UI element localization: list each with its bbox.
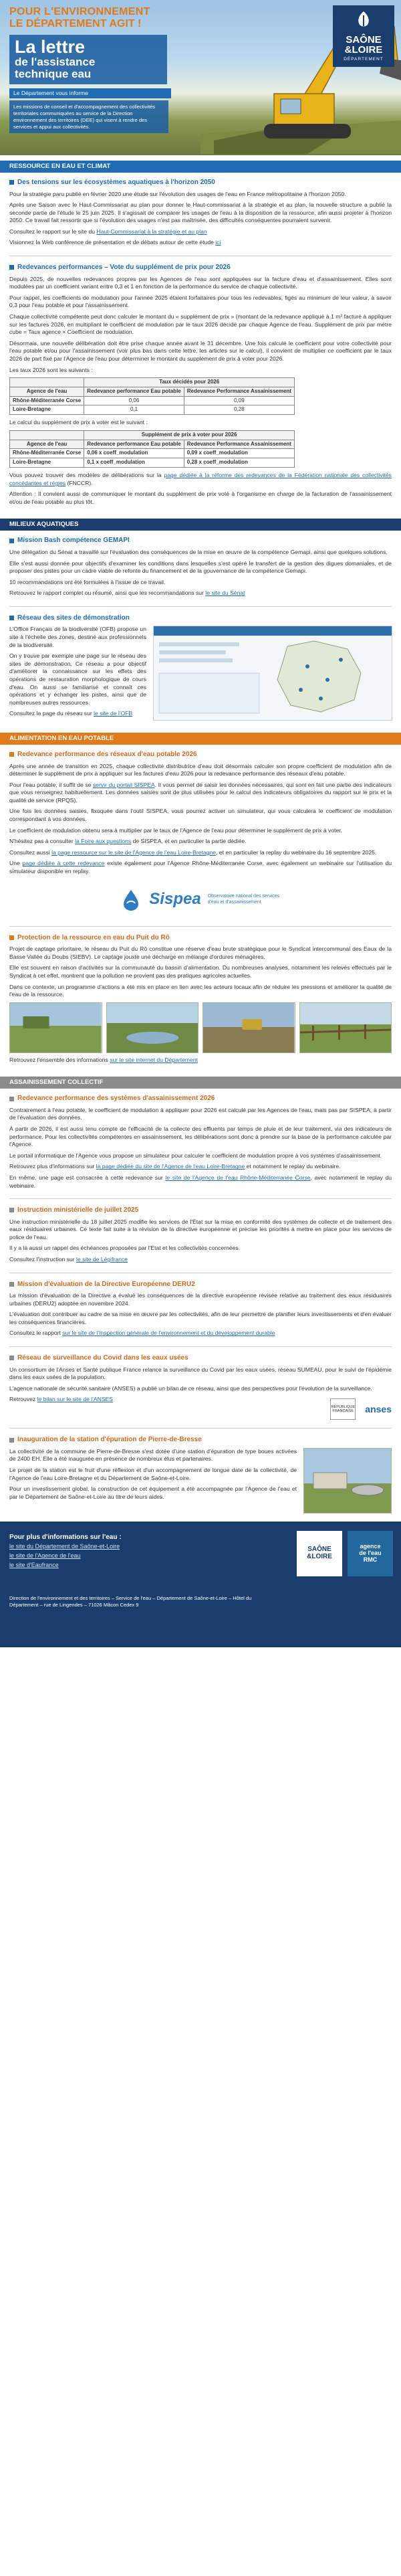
- newsletter-title: [9, 35, 167, 84]
- link-igedd[interactable]: sur le site de l'Inspection générale de l'environnement et du développement durable: [62, 1329, 275, 1337]
- article-title: Redevance performance des systèmes d'assainissement 2026: [9, 1094, 392, 1103]
- link-ofb[interactable]: le site de l'OFB: [94, 710, 133, 717]
- paragraph: La collectivité de la commune de Pierre-de-Bresse s'est dotée d'une station d'épuration de type boues activées de 2400 EH. Elle a été inaugurée en présence de nombreux élus et partenaires.: [9, 1447, 297, 1463]
- article-redevance-reseaux: [0, 745, 401, 925]
- article-title: Des tensions sur les écosystèmes aquatiques à l'horizon 2050: [9, 178, 392, 187]
- article-tensions: [0, 173, 401, 254]
- title-line-1: La lettre: [15, 37, 86, 57]
- link-faq-sispea[interactable]: la Foire aux questions: [75, 838, 132, 845]
- article-deru2: [0, 1275, 401, 1345]
- link-fnccr[interactable]: page dédiée à la réforme des redevances de la Fédération nationale des collectivités concédantes et régies: [9, 472, 392, 486]
- paragraph: Une page dédiée à cette redevance existe également pour l'Agence Rhône-Méditerranée Corse, avec également un webinaire sur l'utilisation du simulateur disponible en replay.: [9, 860, 392, 875]
- paragraph: À partir de 2026, il est aussi tenu compte de l'efficacité de la collecte des effluents par temps de pluie et de leur traitement, via des indicateurs de performance. Pour les collectivités compétentes en assainissement, les délibérations sont donc à prendre sur la base de la performance calculée par l'Agence.: [9, 1125, 392, 1148]
- footer-link-agence[interactable]: le site de l'Agence de l'eau: [9, 1552, 81, 1560]
- rates-table-2026: Taux décidés pour 2026 Agence de l'eau Redevance performance Eau potable Redevance Performance Assainissement Rhône-Méditerranée Corse 0,06 0,09 Loire-Bretagne 0,1 0,28: [9, 377, 295, 415]
- paragraph: Elle s'est aussi donnée pour objectifs d'examiner les conditions dans lesquelles s'est opéré le transfert de la gestion des digues domaniales, et de proposer des pistes pour un cadre viable de refonte du financement et de la gouvernance de la compétence Gemapi.: [9, 559, 392, 575]
- paragraph: Consultez l'instruction sur le site de Légifrance: [9, 1256, 128, 1263]
- supplement-table-2026: Supplément de prix à voter pour 2026 Agence de l'eau Redevance performance Eau potable Redevance Performance Assainissement Rhône-Méditerranée Corse 0,06 x coeff_modulation 0,09 x coeff_modulation Loire-Bretagne 0,1 x coeff_modulation 0,28 x coeff_modulation: [9, 430, 295, 468]
- article-title: Mission d'évaluation de la Directive Européenne DERU2: [9, 1280, 392, 1289]
- paragraph: Une délégation du Sénat a travaillé sur l'évaluation des conséquences de la mise en œuvre de la compétence Gemapi, ainsi que quelques solutions.: [9, 548, 388, 555]
- paragraph: Après une année de transition en 2025, chaque collectivité distributrice d'eau doit désormais calculer son propre coefficient de modulation afin de déterminer le supplément de prix à appliquer sur les factures d'eau 2026 pour la redevance performance des réseaux d'eau potable.: [9, 762, 392, 777]
- article-covid-eaux-usees: [0, 1348, 401, 1427]
- paragraph: Le projet de la station est le fruit d'une réflexion et d'un accompagnement de longue date de la collectivité, de l'Agence de l'eau Loire-Bretagne et du Département de Saône-et-Loire.: [9, 1467, 297, 1481]
- link-legifrance[interactable]: le site de Légifrance: [76, 1256, 128, 1263]
- paragraph: Depuis 2025, de nouvelles redevances propres par les Agences de l'eau sont appliquées sur la facture d'eau et d'assainissement. Elles sont modulées par un coefficient variant entre 0,3 et 1 en fonction de la performance du service de chaque collectivité.: [9, 275, 392, 290]
- paragraph: 10 recommandations ont été formulées à l'issue de ce travail.: [9, 578, 166, 585]
- article-title: Réseau des sites de démonstration: [9, 614, 392, 623]
- paragraph: Consultez aussi la page ressource sur le site de l'Agence de l'eau Loire-Bretagne, et en particulier la replay du webinaire du 16 septembre 2025.: [9, 848, 377, 856]
- paragraph: Le calcul du supplément de prix à voter est le suivant :: [9, 419, 148, 426]
- paragraph: N'hésitez pas à consulter la Foire aux questions de SISPEA, et en particulier la partie dédiée.: [9, 838, 247, 845]
- footer-logos: [297, 1531, 393, 1576]
- paragraph: En même, une page est consacrée à cette redevance sur le site de l'Agence de l'eau Rhône-Méditerranée Corse, avec notamment le replay du webinaire.: [9, 1174, 392, 1189]
- divider: [9, 1428, 392, 1429]
- table-row: Rhône-Méditerranée Corse 0,06 x coeff_modulation 0,09 x coeff_modulation: [10, 449, 295, 458]
- article-title: Redevance performance des réseaux d'eau potable 2026: [9, 750, 392, 759]
- partner-logos: [330, 1396, 392, 1422]
- bullet-square-icon: [9, 265, 14, 270]
- paragraph: L'Office Français de la biodiversité (OFB) propose un site à l'échelle des zones, destiné aux professionnels de la biodiversité.: [9, 626, 146, 648]
- paragraph: Vous pouvez trouver des modèles de délibérations sur la page dédiée à la réforme des redevances de la Fédération nationale des collectivités concédantes et régies (FNCCR).: [9, 472, 392, 486]
- intro-text: Les missions de conseil et d'accompagnement des collectivités territoriales communiquées au service de la Direction environnement des territoires (DEE) qui visent à rendre des services et appui aux collectivités.: [9, 100, 168, 133]
- paragraph: Un consortium de l'Anses et Santé publique France relance la surveillance du Covid par les eaux usées, réseau SUMEAU, pour le suivi de l'épidémie dans les eaux usées de la population.: [9, 1366, 392, 1381]
- bullet-square-icon: [9, 1208, 14, 1212]
- bullet-square-icon: [9, 1097, 14, 1101]
- bullet-square-icon: [9, 1356, 14, 1360]
- photo-fence: [299, 1002, 392, 1053]
- paragraph: Après une Saison avec le Haut-Commissariat au plan pour donner le Haut-commissariat à la stratégie et au plan, la nouvelle structure a publié la seconde partie de l'étude le 25 juin 2025. Il s'agissait de comparer les usages de l'eau à la disposition de la ressource, afin aussi projeter à l'horizon 2050. Ce travail fait ressortir que si l'évolution des usages n'est pas maîtrisée, des difficultés conséquentes pourraient survenir.: [9, 201, 392, 224]
- paragraph: Retrouvez plus d'informations sur la page dédiée du site de l'Agence de l'eau Loire-Bretagne et notamment le replay du webinaire.: [9, 1163, 341, 1170]
- article-puit-du-ro: [0, 928, 401, 1072]
- logo-line-2: &LOIRE: [344, 43, 383, 56]
- kicker-line-1: POUR L'ENVIRONNEMENT: [9, 6, 150, 17]
- logo-line-1: SAÔNE: [346, 33, 382, 45]
- paragraph: Consultez le rapport sur le site du Haut-Commissariat à la stratégie et au plan: [9, 227, 207, 235]
- footer-address: Direction de l'environnement et des territoires – Service de l'eau – Département de Saône-et-Loire – Hôtel du Département – rue de Lingendes – 71026 Mâcon Cedex 9: [9, 1594, 252, 1608]
- footer-heading: Pour plus d'informations sur l'eau :: [9, 1533, 122, 1541]
- section-ressource-eau-climat: RESSOURCE EN EAU ET CLIMAT: [0, 161, 401, 173]
- paragraph: Retrouvez le rapport complet ou résumé, ainsi que les recommandations sur le site du Sénat: [9, 589, 245, 597]
- bullet-square-icon: [9, 935, 14, 940]
- paragraph: Pour l'eau potable, il suffit de se servir du portail SISPEA. Il vous permet de saisir les données nécessaires, qui sont en fait une partie des indicateurs que vous renseignez habituellement. Les données saisies sont de plus utilisées pour le calcul des indicateurs obligatoires du rapport sur le prix et la qualité de service (RPQS).: [9, 781, 392, 804]
- water-drop-icon: [120, 889, 142, 911]
- footer: [0, 1522, 401, 1647]
- divider: [9, 1346, 392, 1347]
- photo-gallery: [9, 1002, 392, 1053]
- paragraph: Projet de captage prioritaire, le réseau du Puit du Rô constitue une réserve d'eau brute stratégique pour le Syndicat intercommunal des Eaux de la Basse Vallée du Doubs (SIEBV). Le captage jouxte une décharge en mélange d'ordures ménagères.: [9, 945, 392, 960]
- paragraph: Retrouvez l'ensemble des informations sur le site internet du Département: [9, 1056, 198, 1063]
- paragraph: Chaque collectivité compétente peut donc calculer le montant du « supplément de prix » (montant de la redevance appliqué à 1 m³ facturé à appliquer sur les factures 2026, en multipliant le coefficient de modulation par le taux 2026 décidé par chaque Agence de l'eau. Supplément de prix par mètre cube = Taux agence × Coefficient de modulation.: [9, 312, 392, 336]
- crest-icon: [355, 10, 372, 30]
- section-alimentation-eau-potable: ALIMENTATION EN EAU POTABLE: [0, 733, 401, 745]
- paragraph: On y trouve par exemple une page sur le réseau des sites de démonstration. Ce réseau a pour objectif d'améliorer la connaissance sur les effets des opérations de restauration morphologique de cours d'eau. On aussi se familiarisé et connaît ces opérations et y échanger les pistes, ainsi que de nombreuses autres ressources.: [9, 652, 146, 706]
- sispea-caption: Observatoire national des services d'eau et d'assainissement: [207, 894, 280, 905]
- title-line-2: de l'assistance: [15, 56, 96, 68]
- paragraph: Pour la stratégie paru publié en février 2020 une étude sur l'évolution des usages de l'eau en France métropolitaine à l'horizon 2050.: [9, 190, 346, 197]
- divider: [9, 926, 392, 927]
- saone-et-loire-logo: [333, 5, 394, 67]
- sispea-wordmark: Sispea: [149, 890, 201, 909]
- section-assainissement-collectif: ASSAINISSEMENT COLLECTIF: [0, 1077, 401, 1089]
- footer-logo-saone-et-loire: SAÔNE &LOIRE: [297, 1531, 342, 1576]
- footer-link-eaufrance[interactable]: le site d'Eaufrance: [9, 1562, 59, 1569]
- title-line-3: technique eau: [15, 67, 92, 80]
- paragraph: Pour rappel, les coefficients de modulation pour l'année 2025 étaient forfaitaires pour tous les redevables, figés au minimum de leur valeur, à savoir 0,3 pour l'eau potable et pour l'assainissement.: [9, 294, 392, 309]
- table-row: Rhône-Méditerranée Corse 0,06 0,09: [10, 396, 295, 405]
- link-agence-lb-assainissement[interactable]: la page dédiée du site de l'Agence de l'eau Loire-Bretagne: [96, 1163, 245, 1170]
- paragraph: Pour un investissement global, la construction de cet équipement a été accompagnée par l'Agence de l'eau et par le Département de Saône-et-Loire au titre de leurs aides.: [9, 1485, 297, 1500]
- link-page-rmc[interactable]: page dédiée à cette redevance: [22, 860, 105, 867]
- table-row: Loire-Bretagne 0,1 0,28: [10, 405, 295, 415]
- paragraph: La mission d'évaluation de la Directive a évalué les conséquences de la directive européenne révisée relative au traitement des eaux résiduaires urbaines (DERU2) adoptée en novembre 2024.: [9, 1292, 392, 1307]
- bullet-square-icon: [9, 616, 14, 620]
- sispea-logo: [9, 879, 392, 921]
- link-web-conference[interactable]: ici: [215, 239, 221, 246]
- paragraph: Les taux 2026 sont les suivants :: [9, 366, 93, 373]
- paragraph: Consultez la page du réseau sur le site de l'OFB: [9, 710, 133, 717]
- link-departement[interactable]: sur le site internet du Département: [110, 1056, 198, 1063]
- photo-wetland: [106, 1002, 199, 1053]
- link-sispea-portal[interactable]: servir du portail SISPEA: [92, 781, 155, 788]
- paragraph: Désormais, une nouvelle délibération doit être prise chaque année avant le 31 décembre. Une fois calculé le coefficient pour votre collectivité pour l'eau potable et/ou pour l'assainissement (voir plus bas dans cette lettre, les articles sur le calcul), il convient de multiplier ce coefficient par le taux 2026 de part fixé par l'Agence de l'eau pour déterminer le montant du supplément de prix à voter pour 2026.: [9, 339, 392, 362]
- paragraph: L'agence nationale de sécurité sanitaire (ANSES) a publié un bilan de ce réseau, ainsi que des perspectives pour l'évolution de la surveillance.: [9, 1384, 372, 1392]
- paragraph: Visionnez la Web conférence de présentation et de débats autour de cette étude ici: [9, 239, 221, 246]
- link-senat[interactable]: le site du Sénat: [205, 589, 245, 597]
- article-title: Réseau de surveillance du Covid dans les eaux usées: [9, 1354, 392, 1363]
- subtitle: Le Département vous informe: [9, 88, 171, 98]
- article-sites-demonstration: [0, 608, 401, 727]
- paragraph: Une fois les données saisies, fixoquée dans l'outil SISPEA, vous pourrez activer un simulateur, qui vous calculera le coefficient de modulation correspondant à vos données.: [9, 808, 392, 823]
- bullet-square-icon: [9, 1438, 14, 1443]
- header-banner: [0, 0, 401, 155]
- article-title: Protection de la ressource en eau du Puit du Rô: [9, 933, 392, 943]
- article-title: Inauguration de la station d'épuration de Pierre-de-Bresse: [9, 1435, 392, 1445]
- article-step-pierre-de-bresse: [0, 1430, 401, 1517]
- anses-logo: anses: [365, 1403, 392, 1414]
- bullet-square-icon: [9, 752, 14, 757]
- photo-work-site: [203, 1002, 295, 1053]
- article-title: Instruction ministérielle de juillet 2025: [9, 1206, 392, 1215]
- table-row: Loire-Bretagne 0,1 x coeff_modulation 0,28 x coeff_modulation: [10, 458, 295, 468]
- bullet-square-icon: [9, 180, 14, 185]
- paragraph: Il y a là aussi un rappel des échéances proposées par l'Etat et les collectivités concernées.: [9, 1245, 241, 1252]
- paragraph: Attention : Il convient aussi de communiquer le montant du supplément de prix voté à l'organisme en charge de la facturation de l'assainissement et/ou de l'eau potable au plus tôt.: [9, 490, 392, 505]
- paragraph: Dans ce contexte, un programme d'actions a été mis en place en lien avec les acteurs locaux afin de réduire les pressions et améliorer la qualité de l'eau de la ressource.: [9, 983, 392, 998]
- photo-station-epuration: [303, 1448, 392, 1513]
- link-haut-commissariat[interactable]: Haut-Commissariat à la stratégie et au plan: [96, 227, 207, 235]
- link-agence-rmc-assainissement[interactable]: le site de l'Agence de l'eau Rhône-Méditerranée Corse: [165, 1174, 311, 1181]
- article-redevance-assainissement: [0, 1089, 401, 1197]
- article-instruction-ministerielle: [0, 1200, 401, 1271]
- paragraph: Consultez le rapport sur le site de l'Inspection générale de l'environnement et du développement durable: [9, 1329, 275, 1337]
- section-milieux-aquatiques: MILIEUX AQUATIQUES: [0, 519, 401, 531]
- article-title: Mission Bash compétence GEMAPI: [9, 536, 392, 545]
- paragraph: Elle est souvent en raison d'activités sur la communauté du bassin d'alimentation. Du nombreuses analyses, notamment les relevés effectués par le Syndicat à cet effet, montrent que la pollution ne provient pas des pratiques agricoles actuelles.: [9, 964, 392, 979]
- link-anses[interactable]: le bilan sur le site de l'ANSES: [37, 1396, 113, 1403]
- link-agence-loire-bretagne[interactable]: la page ressource sur le site de l'Agence de l'eau Loire-Bretagne: [51, 848, 217, 856]
- divider: [9, 606, 392, 607]
- article-gemapi: [0, 531, 401, 604]
- paragraph: L'évaluation doit contribuer au cadre de sa mise en œuvre par les collectivités, afin de leur permettre de planifier leurs investissements et d'en évaluer les conséquences financières.: [9, 1311, 392, 1325]
- photo-field: [9, 1002, 102, 1053]
- republique-francaise-logo: RÉPUBLIQUE FRANÇAISE: [330, 1398, 356, 1420]
- demonstration-sites-map: [153, 626, 392, 721]
- paragraph: Le coefficient de modulation obtenu sera à multiplier par le taux de l'Agence de l'eau pour déterminer le supplément de prix à voter.: [9, 826, 343, 834]
- bullet-square-icon: [9, 1282, 14, 1287]
- paragraph: Le portail informatique de l'Agence vous propose un simulateur pour calculer le coefficient de modulation propre à vos systèmes d'assainissement.: [9, 1152, 382, 1159]
- bullet-square-icon: [9, 539, 14, 543]
- logo-line-3: DÉPARTEMENT: [344, 56, 384, 62]
- footer-links: [9, 1532, 210, 1570]
- paragraph: Une instruction ministérielle du 18 juillet 2025 modifie les services de l'État sur la mise en conformité des systèmes de collecte et de traitement des eaux résiduaires urbaines. Ce texte fait suite à la révision de la directive européenne et précise les priorités à mettre en place pour les services de police de l'eau.: [9, 1218, 392, 1240]
- article-redevances-performances: [0, 258, 401, 513]
- paragraph: Retrouvez le bilan sur le site de l'ANSES: [9, 1396, 113, 1403]
- divider: [9, 1198, 392, 1199]
- footer-link-departement[interactable]: le site du Département de Saône-et-Loire: [9, 1543, 120, 1550]
- paragraph: Contrairement à l'eau potable, le coefficient de modulation à appliquer pour 2026 est calculé par les Agences de l'eau, mais pas par SISPEA, à partir de l'évaluation des données.: [9, 1106, 392, 1121]
- article-title: Redevances performances – Vote du supplément de prix pour 2026: [9, 263, 392, 272]
- kicker-line-2: LE DÉPARTEMENT AGIT !: [9, 18, 142, 29]
- footer-logo-agence-eau: agence de l'eau RMC: [348, 1531, 393, 1576]
